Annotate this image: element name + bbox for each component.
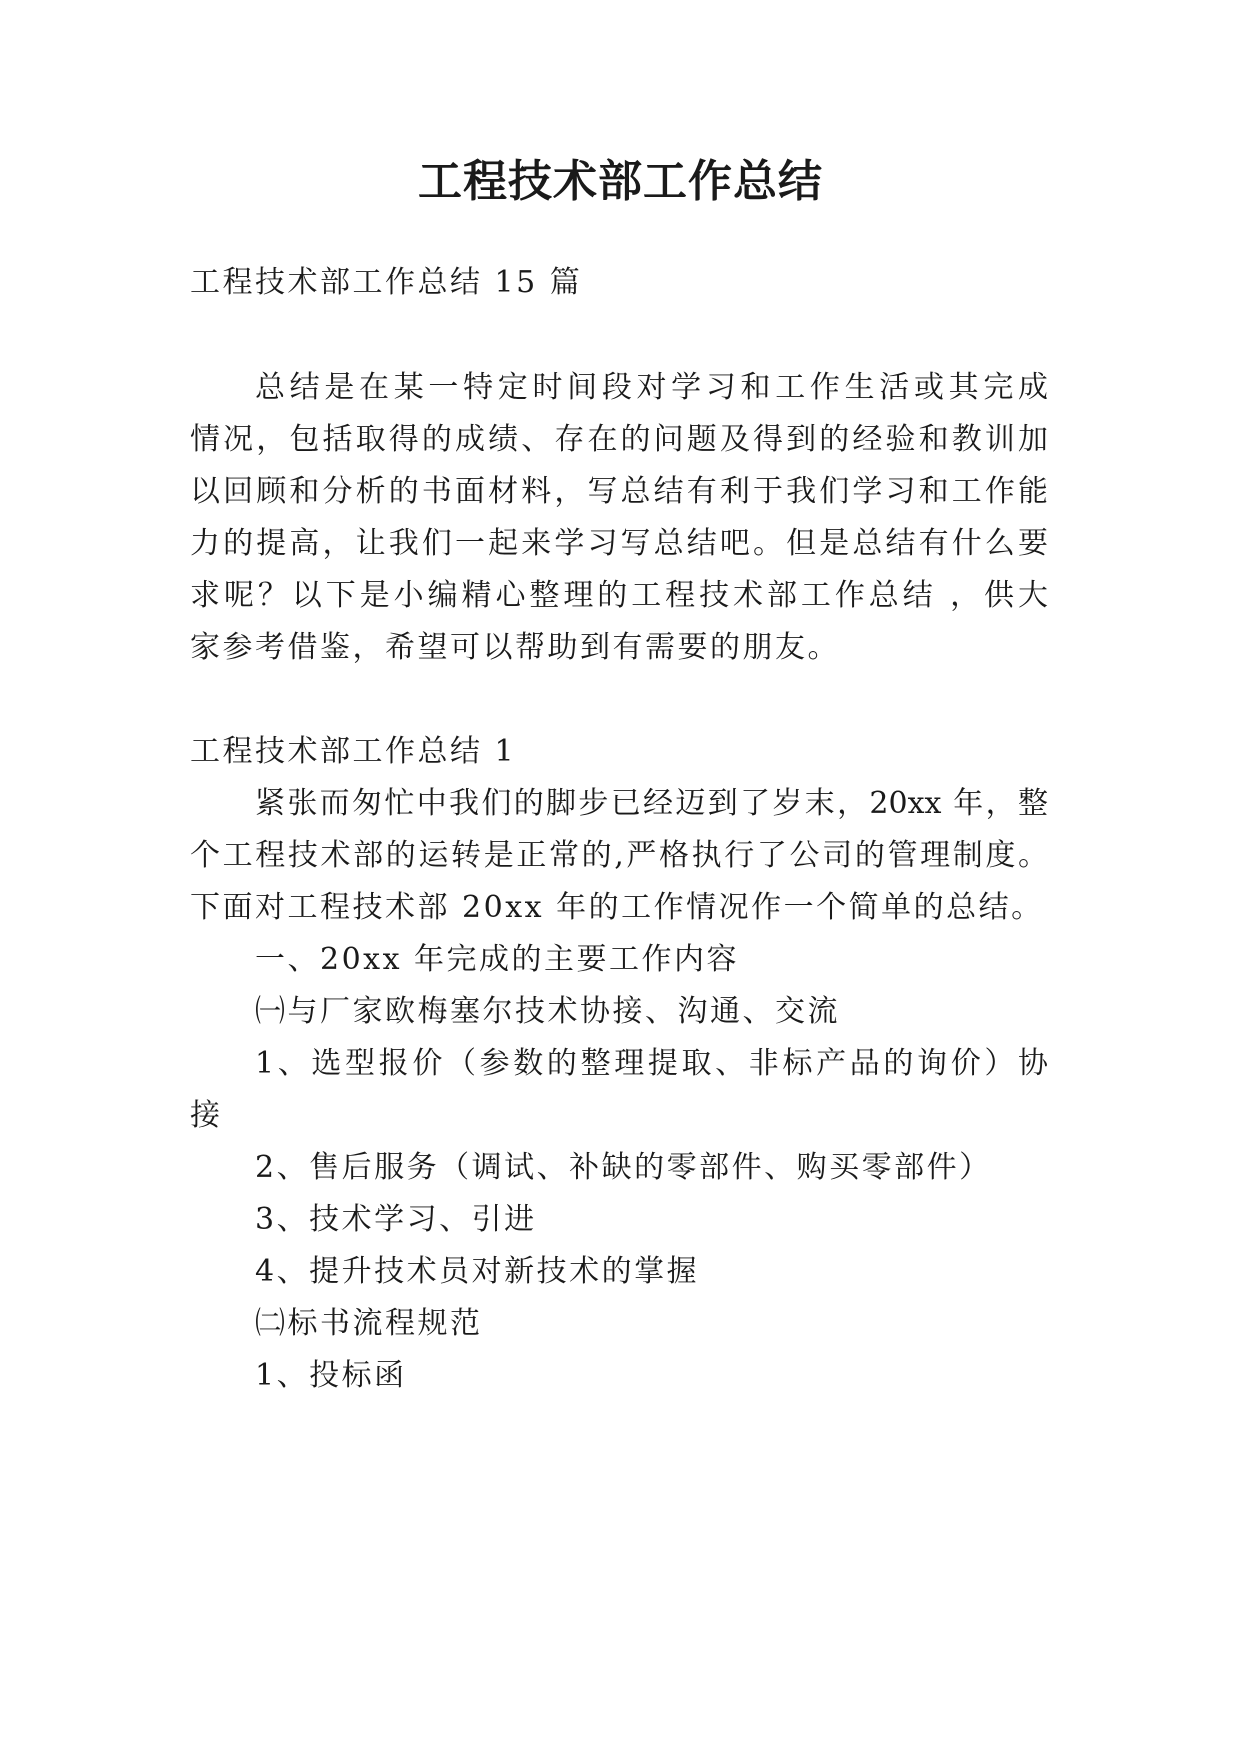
- paragraph-line: 紧张而匆忙中我们的脚步已经迈到了岁末，20xx 年，整: [255, 786, 1048, 821]
- intro-line: 情况，包括取得的成绩、存在的问题及得到的经验和教训加: [190, 422, 1048, 457]
- list-item: 一、20xx 年完成的主要工作内容: [255, 942, 740, 977]
- section-heading: 工程技术部工作总结 1: [190, 734, 517, 769]
- intro-line: 家参考借鉴，希望可以帮助到有需要的朋友。: [190, 630, 840, 665]
- list-item: ㈠与厂家欧梅塞尔技术协接、沟通、交流: [255, 994, 840, 1029]
- list-item: 1、选型报价（参数的整理提取、非标产品的询价）协: [255, 1046, 1048, 1081]
- list-item: 1、投标函: [255, 1358, 407, 1393]
- intro-line: 总结是在某一特定时间段对学习和工作生活或其完成: [255, 370, 1048, 405]
- list-item: 4、提升技术员对新技术的掌握: [255, 1254, 700, 1289]
- intro-line: 力的提高，让我们一起来学习写总结吧。但是总结有什么要: [190, 526, 1048, 561]
- document-title: 工程技术部工作总结: [418, 156, 823, 207]
- list-item-continuation: 接: [190, 1098, 223, 1133]
- document-subtitle: 工程技术部工作总结 15 篇: [190, 265, 583, 300]
- intro-line: 求呢？以下是小编精心整理的工程技术部工作总结 ，供大: [190, 578, 1048, 613]
- paragraph-line: 个工程技术部的运转是正常的,严格执行了公司的管理制度。: [190, 838, 1048, 873]
- list-item: ㈡标书流程规范: [255, 1306, 483, 1341]
- list-item: 2、售后服务（调试、补缺的零部件、购买零部件）: [255, 1150, 992, 1185]
- paragraph-line: 下面对工程技术部 20xx 年的工作情况作一个简单的总结。: [190, 890, 1044, 925]
- list-item: 3、技术学习、引进: [255, 1202, 537, 1237]
- intro-line: 以回顾和分析的书面材料，写总结有利于我们学习和工作能: [190, 474, 1048, 509]
